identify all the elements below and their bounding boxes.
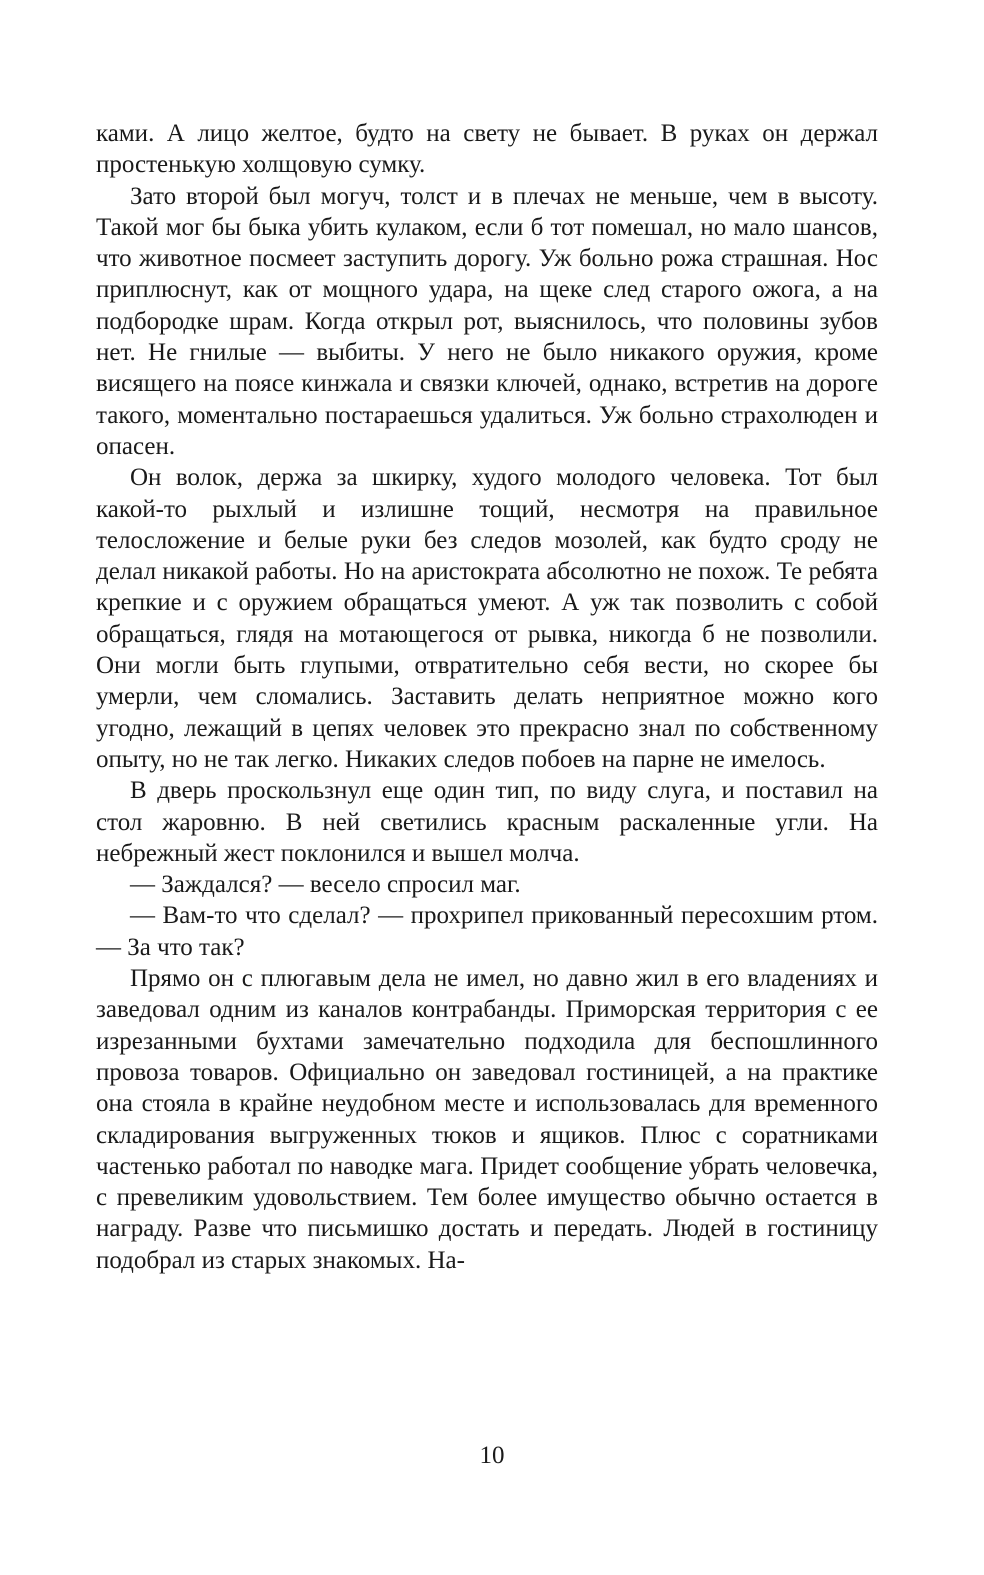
dialogue-line-2: — Вам-то что сделал? — прохрипел прикованный пересохшим ртом. — За что так? bbox=[96, 902, 878, 961]
paragraph-3: Он волок, держа за шкирку, худого молодого человека. Тот был какой-то рыхлый и излишне тощий, несмотря на правильное телосложение и белые руки без следов мозолей, как будто сроду не делал никакой работы. Но на аристократа абсолютно не похож. Те ребята крепкие и с оружием обращаться умеют. А уж так позволить с собой обращаться, глядя на мотающегося от рывка, никогда б не позволили. Они могли быть глупыми, отвратительно себя вести, но скорее бы умерли, чем сломались. Заставить делать неприятное можно кого угодно, лежащий в цепях человек это прекрасно знал по собственному опыту, но не так легко. Никаких следов побоев на парне не имелось. bbox=[96, 464, 878, 773]
page-body bbox=[96, 118, 878, 1276]
paragraph-4: В дверь проскользнул еще один тип, по виду слуга, и поставил на стол жаровню. В ней светились красным раскаленные угли. На небрежный жест поклонился и вышел молча. bbox=[96, 777, 878, 867]
paragraph-1: ками. А лицо желтое, будто на свету не бывает. В руках он держал простенькую холщовую сумку. bbox=[96, 120, 878, 179]
dialogue-line-1: — Заждался? — весело спросил маг. bbox=[130, 871, 521, 899]
paragraph-2: Зато второй был могуч, толст и в плечах не меньше, чем в высоту. Такой мог бы быка убить кулаком, если б тот помешал, но мало шансов, что животное посмеет заступить дорогу. Уж больно рожа страшная. Нос приплюснут, как от мощного удара, на щеке след старого ожога, а на подбородке шрам. Когда открыл рот, выяснилось, что половины зубов нет. Не гнилые — выбиты. У него не было никакого оружия, кроме висящего на поясе кинжала и связки ключей, однако, встретив на дороге такого, моментально постараешься удалиться. Уж больно страхолюден и опасен. bbox=[96, 182, 878, 460]
page-number: 10 bbox=[479, 1442, 505, 1469]
paragraph-5: Прямо он с плюгавым дела не имел, но давно жил в его владениях и заведовал одним из каналов контрабанды. Приморская территория с ее изрезанными бухтами замечательно подходила для беспошлинного провоза товаров. Официально он заведовал гостиницей, а на практике она стояла в крайне неудобном месте и использовалась для временного складирования выгруженных тюков и ящиков. Плюс с соратниками частенько работал по наводке мага. Придет сообщение убрать человечка, с превеликим удовольствием. Тем более имущество обычно остается в награду. Разве что письмишко достать и передать. Людей в гостиницу подобрал из старых знакомых. На- bbox=[96, 965, 878, 1274]
